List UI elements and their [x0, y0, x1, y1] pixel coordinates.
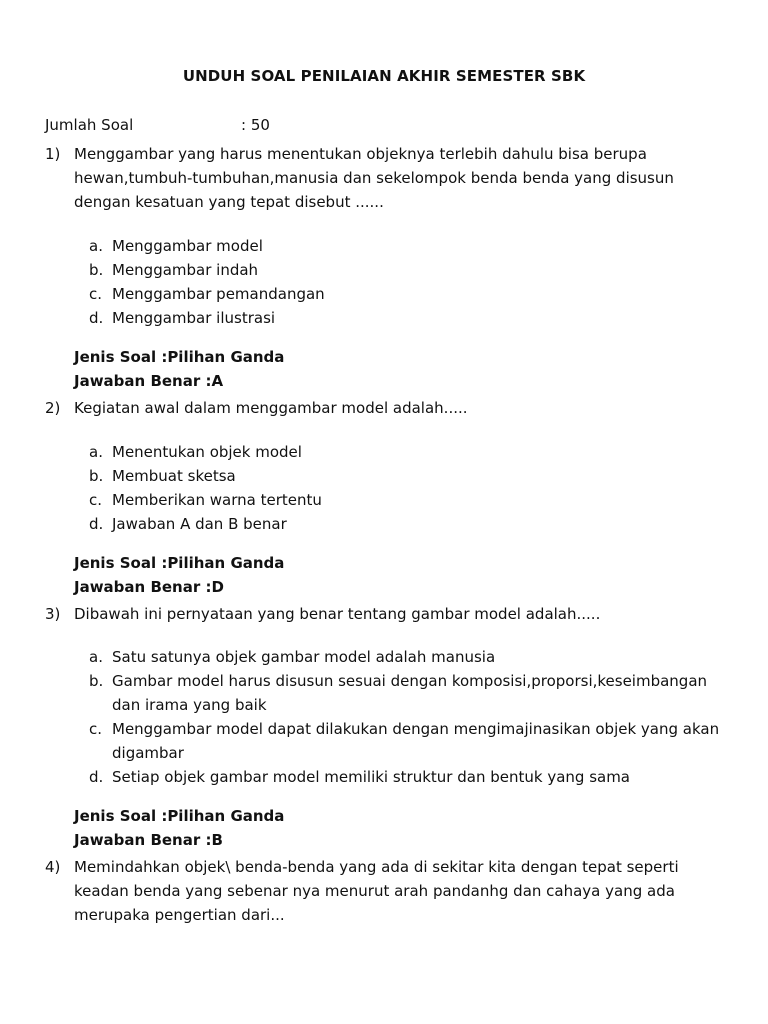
correct-answer: Jawaban Benar :A [74, 372, 224, 390]
question-1-options [89, 234, 729, 330]
question-count-value: : 50 [241, 116, 270, 134]
question-number: 2) [45, 399, 61, 417]
option-text: Jawaban A dan B benar [112, 515, 287, 533]
question-number: 1) [45, 145, 61, 163]
correct-answer: Jawaban Benar :D [74, 578, 224, 596]
option-a [89, 440, 729, 464]
question-count-row [45, 116, 735, 136]
option-d [89, 765, 729, 789]
option-text: Gambar model harus disusun sesuai dengan komposisi,proporsi,keseimbangan dan irama yang baik [112, 672, 708, 714]
question-type: Jenis Soal :Pilihan Ganda [74, 554, 285, 572]
option-text: Membuat sketsa [112, 467, 236, 485]
option-a [89, 645, 729, 669]
option-c [89, 717, 729, 765]
question-text: Dibawah ini pernyataan yang benar tentang gambar model adalah..... [74, 605, 601, 623]
question-type: Jenis Soal :Pilihan Ganda [74, 348, 285, 366]
option-text: Menggambar pemandangan [112, 285, 325, 303]
option-text: Menentukan objek model [112, 443, 302, 461]
option-letter: a. [89, 443, 103, 461]
option-c [89, 488, 729, 512]
question-2-answer [74, 551, 284, 599]
option-b [89, 669, 729, 717]
option-d [89, 512, 729, 536]
option-letter: d. [89, 515, 104, 533]
option-letter: c. [89, 491, 103, 509]
option-letter: b. [89, 467, 104, 485]
question-count-label: Jumlah Soal [45, 116, 134, 134]
document-title: UNDUH SOAL PENILAIAN AKHIR SEMESTER SBK [182, 67, 586, 85]
option-b [89, 258, 729, 282]
question-2-options [89, 440, 729, 536]
option-letter: d. [89, 309, 104, 327]
question-3 [45, 602, 725, 626]
question-text: Memindahkan objek\ benda-benda yang ada di sekitar kita dengan tepat seperti keadan benda yang sebenar nya menurut arah pandanhg dan cahaya yang ada merupaka pengertian dari... [74, 858, 679, 924]
question-3-options [89, 645, 729, 789]
option-letter: d. [89, 768, 104, 786]
option-letter: c. [89, 285, 103, 303]
question-1-answer [74, 345, 284, 393]
option-letter: b. [89, 261, 104, 279]
option-text: Satu satunya objek gambar model adalah manusia [112, 648, 496, 666]
option-letter: b. [89, 672, 104, 690]
question-number: 4) [45, 858, 61, 876]
question-text: Kegiatan awal dalam menggambar model adalah..... [74, 399, 468, 417]
option-c [89, 282, 729, 306]
option-text: Memberikan warna tertentu [112, 491, 322, 509]
question-number: 3) [45, 605, 61, 623]
option-letter: a. [89, 648, 103, 666]
question-1 [45, 142, 725, 214]
question-3-answer [74, 804, 284, 852]
option-text: Menggambar model [112, 237, 263, 255]
option-a [89, 234, 729, 258]
option-d [89, 306, 729, 330]
question-2 [45, 396, 725, 420]
question-type: Jenis Soal :Pilihan Ganda [74, 807, 285, 825]
option-text: Menggambar model dapat dilakukan dengan mengimajinasikan objek yang akan digambar [112, 720, 720, 762]
option-text: Setiap objek gambar model memiliki struktur dan bentuk yang sama [112, 768, 630, 786]
option-text: Menggambar indah [112, 261, 259, 279]
option-text: Menggambar ilustrasi [112, 309, 276, 327]
question-4 [45, 855, 725, 927]
question-text: Menggambar yang harus menentukan objeknya terlebih dahulu bisa berupa hewan,tumbuh-tumbuhan,manusia dan sekelompok benda benda yang disusun dengan kesatuan yang tepat disebut ...... [74, 145, 674, 211]
option-letter: c. [89, 720, 103, 738]
option-b [89, 464, 729, 488]
option-letter: a. [89, 237, 103, 255]
correct-answer: Jawaban Benar :B [74, 831, 223, 849]
